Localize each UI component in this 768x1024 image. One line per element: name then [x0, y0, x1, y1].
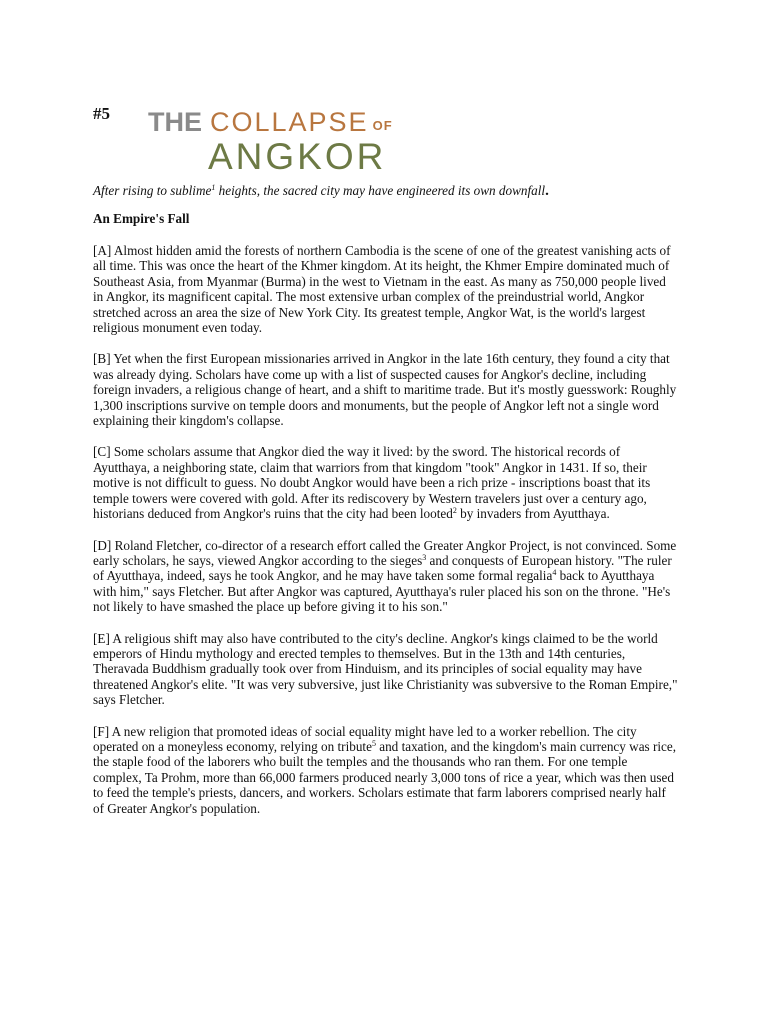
logo-the: THE: [148, 107, 202, 137]
footnote-marker: 3: [422, 552, 427, 562]
paragraph-text: [F] A new religion that promoted ideas of social equality might have led to a worker rebellion. The city operated on a moneyless economy, relying on tribute: [93, 723, 637, 754]
footnote-marker: 4: [552, 568, 557, 578]
title-logo: [148, 108, 393, 176]
logo-collapse: COLLAPSE: [210, 107, 369, 137]
footnote-marker: 2: [452, 506, 457, 516]
subtitle-text: After rising to sublime: [93, 183, 212, 198]
paragraph-e: [E] A religious shift may also have contributed to the city's decline. Angkor's kings claimed to be the world emperors of Hindu mythology and erected temples to themselves. But in the 13th and 14th centuries, Theravada Buddhism gradually took over from Hinduism, and its principles of social equality may have threatened Angkor's elite. "It was very subversive, just like Christianity was subversive to the Roman Empire," says Fletcher.: [93, 630, 678, 708]
document-page: [93, 100, 678, 816]
paragraph-c: [93, 444, 678, 521]
section-heading: An Empire's Fall: [93, 211, 190, 226]
paragraph-text: and taxation, and the kingdom's main currency was rice, the staple food of the laborers who built the temples and the thousands who ran them. For one temple complex, Ta Prohm, more than 66,000 farmers produced nearly 3,000 tons of rice a year, which was then used to feed the temple's priests, dancers, and workers. Scholars estimate that farm laborers comprised nearly half of Greater Angkor's population.: [93, 738, 677, 816]
subtitle-period: .: [545, 183, 549, 199]
paragraph-text: [D] Roland Fletcher, co-director of a research effort called the Greater Angkor Project, is not convinced. Some early scholars, he says, viewed Angkor according to the sieges: [93, 537, 677, 568]
paragraph-a: [A] Almost hidden amid the forests of northern Cambodia is the scene of one of the greatest vanishing acts of all time. This was once the heart of the Khmer kingdom. At its height, the Khmer Empire dominated much of Southeast Asia, from Myanmar (Burma) in the west to Vietnam in the east. As many as 750,000 people lived in Angkor, its magnificent capital. The most extensive urban complex of the preindustrial world, Angkor stretched across an area the size of New York City. Its greatest temple, Angkor Wat, is the world's largest religious monument even today.: [93, 243, 671, 336]
footnote-marker: 5: [371, 738, 376, 748]
paragraph-text: back to Ayutthaya with him," says Fletcher. But after Angkor was captured, Ayutthaya's ruler placed his son on the throne. "He's not likely to have smashed the place up before giving it to his son.": [93, 568, 671, 615]
header: [93, 100, 678, 180]
paragraph-d: [93, 538, 678, 615]
paragraph-f: [93, 724, 678, 816]
paragraph-text: and conquests of European history. "The ruler of Ayutthaya, indeed, says he took Angkor, and he may have taken some formal regalia: [93, 552, 672, 584]
subtitle-text: heights, the sacred city may have engineered its own downfall: [215, 183, 546, 198]
paragraph-text: [C] Some scholars assume that Angkor died the way it lived: by the sword. The historical records of Ayutthaya, a neighboring state, claim that warriors from that kingdom "took" Angkor in 1431. If so, their motive is not difficult to guess. No doubt Angkor would have been a rich prize - inscriptions boast that its temple towers were covered with gold. After its rediscovery by Western travelers just over a century ago, historians deduced from Angkor's ruins that the city had been looted: [93, 444, 651, 522]
subtitle: [93, 183, 678, 199]
logo-angkor: ANGKOR: [208, 136, 387, 177]
issue-number: #5: [93, 104, 110, 123]
footnote-marker: 1: [211, 183, 216, 192]
paragraph-text: by invaders from Ayutthaya.: [456, 506, 610, 522]
logo-of: OF: [372, 118, 393, 133]
paragraph-b: [B] Yet when the first European missionaries arrived in Angkor in the late 16th century, they found a city that was already dying. Scholars have come up with a list of suspected causes for Angkor's decline, including foreign invaders, a religious change of heart, and a shift to maritime trade. But it's mostly guesswork: Roughly 1,300 inscriptions survive on temple doors and monuments, but the people of Angkor left not a single word explaining their kingdom's collapse.: [93, 351, 677, 429]
